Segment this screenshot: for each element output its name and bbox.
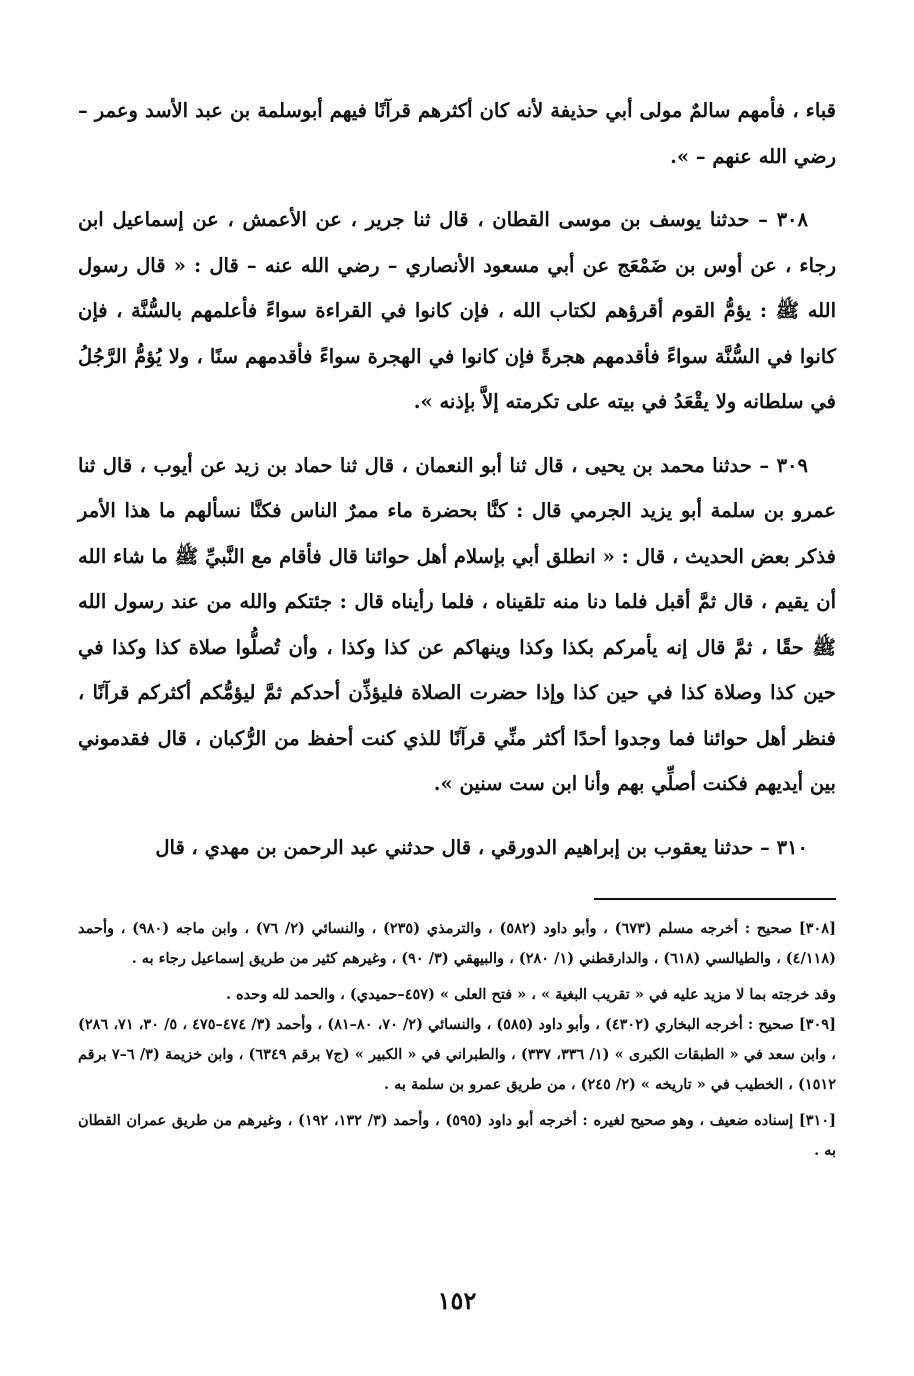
hadith-310: ٣١٠ – حدثنا يعقوب بن إبراهيم الدورقي ، قال حدثني عبد الرحمن بن مهدي ، قال: [155, 835, 808, 859]
page-number: ١٥٢: [437, 1286, 477, 1315]
main-text: [78, 88, 836, 870]
footnotes: [78, 914, 836, 1166]
footnote-separator: [594, 898, 836, 900]
footnote-309: [٣٠٩] صحيح : أخرجه البخاري (٤٣٠٢) ، وأبو داود (٥٨٥) ، والنسائي (٢/ ٧٠، ٨٠–٨١) ، وأحمد (٣/ ٤٧٤–٤٧٥ ، ٥/ ٣٠، ٧١، ٢٨٦) ، وابن سعد في « الطبقات الكبرى » (١/ ٣٣٦، ٣٣٧) ، والطبراني في « الكبير » (ج٧ برقم ٦٣٤٩) ، وابن خزيمة (٣/ ٦–٧ برقم ١٥١٢) ، الخطيب في « تاريخه » (٢/ ٢٤٥) ، من طريق عمرو بن سلمة به .: [78, 1016, 836, 1093]
hadith-309: ٣٠٩ – حدثنا محمد بن يحيى ، قال ثنا أبو النعمان ، قال ثنا حماد بن زيد عن أيوب ، قال ثنا عمرو بن سلمة أبو يزيد الجرمي قال : كنَّا بحضرة ماء ممرٌ الناس فكنَّا نسألهم ما هذا الأمر فذكر بعض الحديث ، قال : « انطلق أبي بإسلام أهل حوائنا قال فأقام مع النَّبيِّ ﷺ ما شاء الله أن يقيم ، قال ثمَّ أقبل فلما دنا منه تلقيناه ، فلما رأيناه قال : جئتكم والله من عند رسول الله ﷺ حقًا ، ثمَّ قال إنه يأمركم بكذا وكذا وينهاكم عن كذا وكذا ، وأن تُصلُّوا صلاة كذا وكذا في حين كذا وصلاة كذا في حين كذا وإذا حضرت الصلاة فليؤذِّن أحدكم ثمَّ ليؤمُّكم أكثركم قرآنًا ، فنظر أهل حوائنا فما وجدوا أحدًا أكثر منِّي قرآنًا للذي كنت أحفظ من الرُّكبان ، قال فقدموني بين أيديهم فكنت أصلِّي بهم وأنا ابن ست سنين ».: [78, 453, 836, 795]
footnote-308: [٣٠٨] صحيح : أخرجه مسلم (٦٧٣) ، وأبو داود (٥٨٢) ، والترمذي (٢٣٥) ، والنسائي (٢/ ٧٦) ، وابن ماجه (٩٨٠) ، وأحمد (٤/١١٨) ، والطيالسي (٦١٨) ، والدارقطني (١/ ٢٨٠) ، والبيهقي (٣/ ٩٠) ، وغيرهم كثير من طريق إسماعيل رجاء به .: [78, 920, 836, 967]
hadith-308: ٣٠٨ – حدثنا يوسف بن موسى القطان ، قال ثنا جرير ، عن الأعمش ، عن إسماعيل ابن رجاء ، عن أوس بن ضَمْعَج عن أبي مسعود الأنصاري – رضي الله عنه – قال : « قال رسول الله ﷺ : يؤمُّ القوم أقرؤهم لكتاب الله ، فإن كانوا في القراءة سواءً فأعلمهم بالسُّنَّة ، فإن كانوا في السُّنَّة سواءً فأقدمهم هجرةً فإن كانوا في الهجرة سواءً فأقدمهم سنًا ، ولا يُؤمُّ الرَّجُلُ في سلطانه ولا يقْعَدُ في بيته على تكرمته إلاَّ بإذنه ».: [78, 208, 836, 413]
footnote-310: [٣١٠] إسناده ضعيف ، وهو صحيح لغيره : أخرجه أبو داود (٥٩٥) ، وأحمد (٣/ ١٣٢، ١٩٢) ، وغيرهم من طريق عمران القطان به .: [78, 1112, 836, 1159]
footnote-308-note: وقد خرجته بما لا مزيد عليه في « تقريب البغية » ، « فتح العلى » (٤٥٧–حميدي) ، والحمد لله وحده .: [225, 986, 836, 1003]
paragraph-continuation: قباء ، فأمهم سالمٌ مولى أبي حذيفة لأنه كان أكثرهم قرآنًا فيهم أبوسلمة بن عبد الأسد وعمر – رضي الله عنهم – ».: [78, 99, 836, 168]
